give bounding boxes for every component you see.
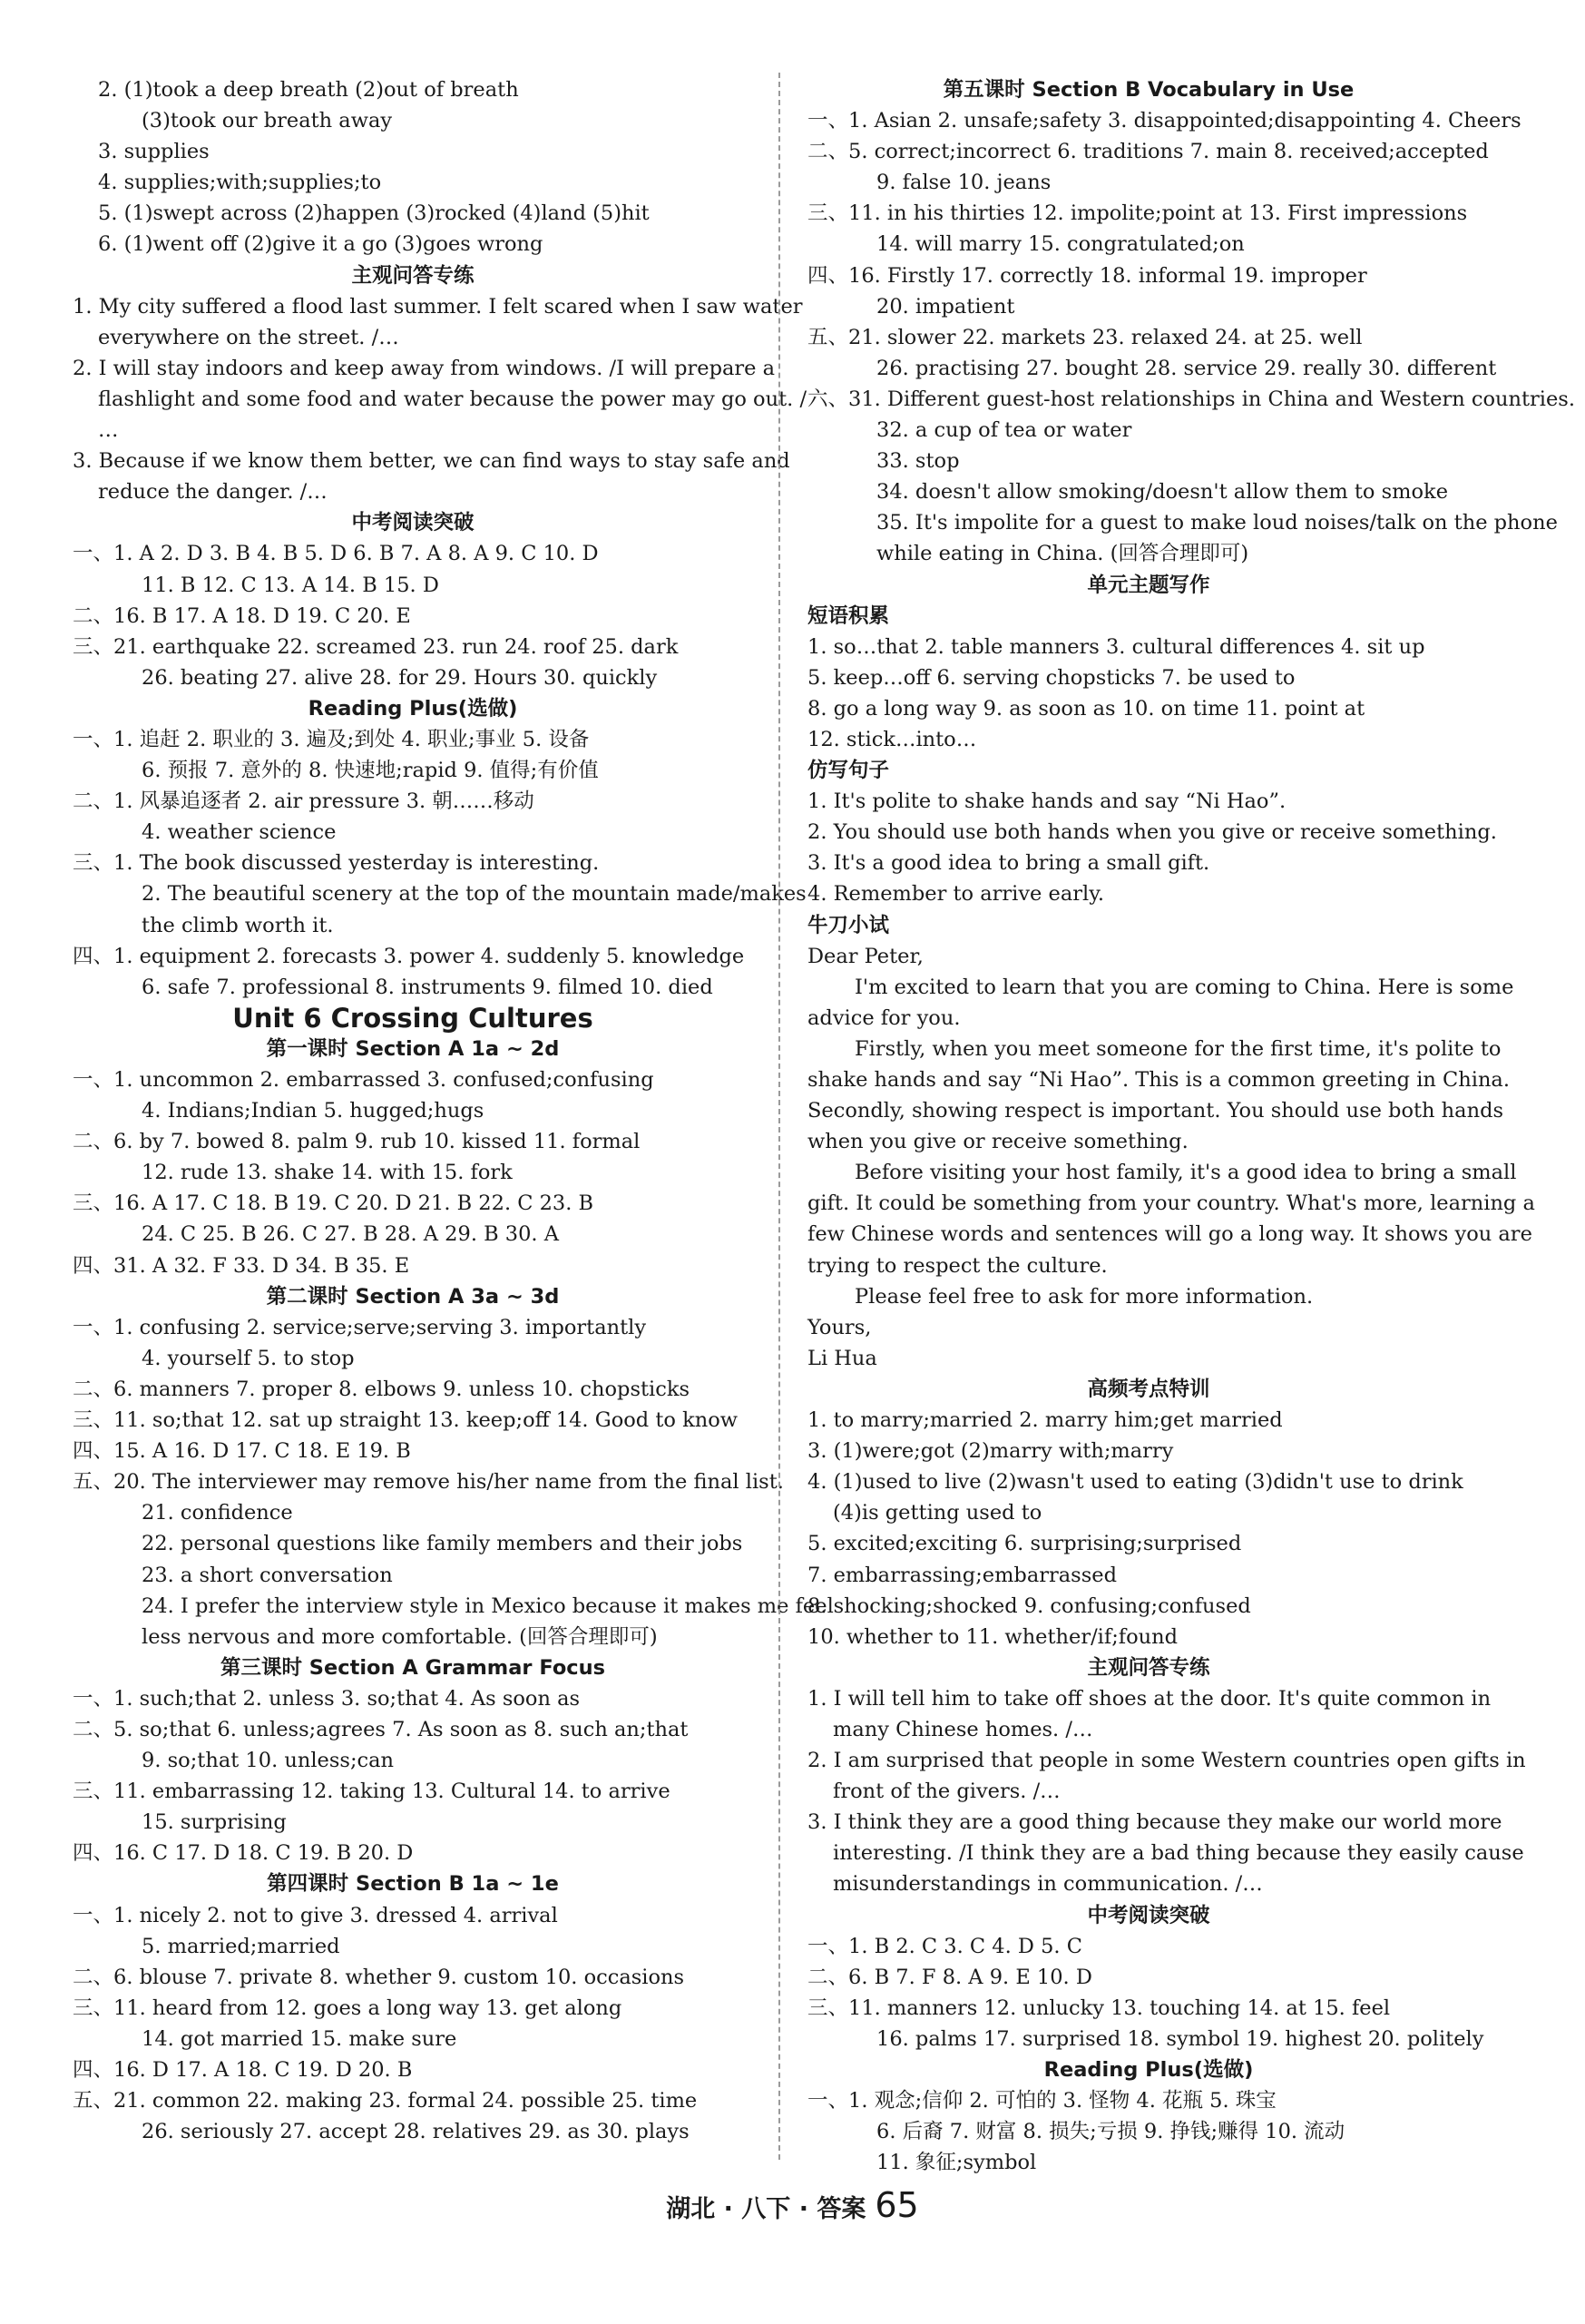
answer-line: 15. surprising bbox=[142, 1810, 287, 1835]
answer-line: 五、21. common 22. making 23. formal 24. possible 25. time bbox=[73, 2089, 698, 2113]
answer-line: 一、1. B 2. C 3. C 4. D 5. C bbox=[807, 1934, 1082, 1958]
answer-line: 二、6. B 7. F 8. A 9. E 10. D bbox=[807, 1965, 1092, 1989]
answer-line: 二、16. B 17. A 18. D 19. C 20. E bbox=[73, 603, 411, 628]
answer-line: 14. will marry 15. congratulated;on bbox=[876, 232, 1245, 257]
answer-line: 四、16. C 17. D 18. C 19. B 20. D bbox=[73, 1841, 414, 1866]
answer-line: 二、5. correct;incorrect 6. traditions 7. main 8. received;accepted bbox=[807, 140, 1489, 164]
answer-line: shake hands and say “Ni Hao”. This is a common greeting in China. bbox=[807, 1068, 1510, 1092]
section-heading: Unit 6 Crossing Cultures bbox=[232, 1002, 593, 1034]
answer-line: 2. I will stay indoors and keep away from windows. /I will prepare a bbox=[73, 356, 776, 380]
footer-label: 湖北 · 八下 · 答案 bbox=[666, 2195, 866, 2223]
answer-line: Li Hua bbox=[807, 1346, 877, 1370]
answer-line: 一、1. A 2. D 3. B 4. B 5. D 6. B 7. A 8. A 9. C 10. D bbox=[73, 542, 599, 566]
answer-line: 3. I think they are a good thing because they make our world more bbox=[807, 1810, 1502, 1835]
answer-line: 4. Remember to arrive early. bbox=[807, 882, 1105, 907]
answer-line: 3. (1)were;got (2)marry with;marry bbox=[807, 1439, 1174, 1464]
section-heading: 第二课时 Section A 3a ~ 3d bbox=[266, 1284, 560, 1309]
answer-line: 二、1. 风暴追逐者 2. air pressure 3. 朝……移动 bbox=[73, 789, 534, 814]
answer-line: 32. a cup of tea or water bbox=[876, 418, 1132, 443]
answer-line: 26. practising 27. bought 28. service 29. really 30. different bbox=[876, 356, 1497, 380]
answer-line: 1. My city suffered a flood last summer. I felt scared when I saw water bbox=[73, 294, 803, 319]
answer-line: front of the givers. /… bbox=[833, 1780, 1061, 1804]
answer-line: Firstly, when you meet someone for the first time, it's polite to bbox=[855, 1036, 1502, 1061]
answer-line: 6. 后裔 7. 财富 8. 损失;亏损 9. 挣钱;赚得 10. 流动 bbox=[876, 2120, 1345, 2144]
answer-line: 5. excited;exciting 6. surprising;surprised bbox=[807, 1532, 1242, 1556]
answer-line: 三、21. earthquake 22. screamed 23. run 24. roof 25. dark bbox=[73, 634, 679, 659]
answer-line: 2. You should use both hands when you give or receive something. bbox=[807, 820, 1497, 845]
answer-line: 4. Indians;Indian 5. hugged;hugs bbox=[142, 1099, 484, 1123]
answer-line: gift. It could be something from your country. What's more, learning a bbox=[807, 1191, 1535, 1216]
answer-line: 2. (1)took a deep breath (2)out of breath bbox=[98, 78, 519, 102]
answer-line: 24. I prefer the interview style in Mexico because it makes me feel bbox=[142, 1593, 834, 1618]
answer-line: when you give or receive something. bbox=[807, 1130, 1189, 1154]
answer-line: 14. got married 15. make sure bbox=[142, 2026, 457, 2051]
answer-line: 1. It's polite to shake hands and say “Ni Hao”. bbox=[807, 789, 1287, 814]
section-heading: 第一课时 Section A 1a ~ 2d bbox=[266, 1036, 560, 1061]
answer-line: 三、11. manners 12. unlucky 13. touching 14. at 15. feel bbox=[807, 1996, 1391, 2020]
answer-line: 二、6. manners 7. proper 8. elbows 9. unless 10. chopsticks bbox=[73, 1377, 690, 1401]
answer-line: 一、1. Asian 2. unsafe;safety 3. disappointed;disappointing 4. Cheers bbox=[807, 109, 1521, 133]
answer-line: Before visiting your host family, it's a good idea to bring a small bbox=[855, 1161, 1517, 1185]
answer-line: 4. yourself 5. to stop bbox=[142, 1346, 355, 1370]
answer-line: 一、1. 追赶 2. 职业的 3. 遍及;到处 4. 职业;事业 5. 设备 bbox=[73, 727, 590, 751]
answer-line: 26. seriously 27. accept 28. relatives 29. as 30. plays bbox=[142, 2120, 690, 2144]
section-heading: 高频考点特训 bbox=[1087, 1377, 1210, 1401]
answer-line: trying to respect the culture. bbox=[807, 1253, 1108, 1278]
answer-line: 10. whether to 11. whether/if;found bbox=[807, 1624, 1179, 1649]
answer-line: 1. so…that 2. table manners 3. cultural differences 4. sit up bbox=[807, 634, 1425, 659]
answer-line: 3. Because if we know them better, we can find ways to stay safe and bbox=[73, 449, 790, 474]
answer-line: 3. supplies bbox=[98, 140, 210, 164]
section-heading: Reading Plus(选做) bbox=[1043, 2058, 1254, 2082]
section-heading: Reading Plus(选做) bbox=[308, 696, 518, 721]
answer-line: 35. It's impolite for a guest to make loud noises/talk on the phone bbox=[876, 511, 1558, 535]
section-heading: 第三课时 Section A Grammar Focus bbox=[220, 1655, 606, 1680]
answer-line: … bbox=[98, 418, 119, 443]
answer-line: 26. beating 27. alive 28. for 29. Hours 30. quickly bbox=[142, 665, 658, 690]
right-column bbox=[807, 74, 1576, 2178]
answer-line: Dear Peter, bbox=[807, 944, 924, 968]
answer-line: 21. confidence bbox=[142, 1501, 293, 1525]
answer-line: 五、20. The interviewer may remove his/her name from the final list. bbox=[73, 1470, 784, 1495]
answer-line: 33. stop bbox=[876, 449, 960, 474]
answer-line: 11. B 12. C 13. A 14. B 15. D bbox=[142, 573, 439, 597]
answer-line: 2. I am surprised that people in some Western countries open gifts in bbox=[807, 1749, 1526, 1773]
answer-line: Please feel free to ask for more information. bbox=[855, 1284, 1314, 1309]
section-heading: 中考阅读突破 bbox=[1087, 1903, 1210, 1927]
answer-line: advice for you. bbox=[807, 1005, 961, 1030]
answer-line: 三、11. so;that 12. sat up straight 13. keep;off 14. Good to know bbox=[73, 1408, 739, 1433]
answer-line: 三、1. The book discussed yesterday is interesting. bbox=[73, 851, 600, 876]
answer-line: I'm excited to learn that you are coming to China. Here is some bbox=[855, 975, 1514, 999]
section-heading: 短语积累 bbox=[807, 603, 890, 628]
answer-line: 23. a short conversation bbox=[142, 1563, 393, 1587]
answer-line: 四、16. Firstly 17. correctly 18. informal 19. improper bbox=[807, 263, 1367, 288]
answer-line: 一、1. such;that 2. unless 3. so;that 4. As soon as bbox=[73, 1686, 581, 1711]
answer-line: 六、31. Different guest-host relationships in China and Western countries. bbox=[807, 387, 1576, 411]
answer-line: few Chinese words and sentences will go a long way. It shows you are bbox=[807, 1222, 1532, 1247]
answer-line: 8. shocking;shocked 9. confusing;confused bbox=[807, 1593, 1251, 1618]
answer-line: 22. personal questions like family members and their jobs bbox=[142, 1532, 743, 1556]
answer-line: 12. rude 13. shake 14. with 15. fork bbox=[142, 1161, 513, 1185]
answer-line: 11. 象征;symbol bbox=[876, 2151, 1037, 2175]
answer-line: 一、1. uncommon 2. embarrassed 3. confused;confusing bbox=[73, 1068, 654, 1092]
answer-line: many Chinese homes. /… bbox=[833, 1717, 1093, 1741]
answer-line: the climb worth it. bbox=[142, 913, 334, 937]
answer-line: 5. keep…off 6. serving chopsticks 7. be used to bbox=[807, 665, 1296, 690]
answer-line: 8. go a long way 9. as soon as 10. on time 11. point at bbox=[807, 696, 1365, 721]
answer-line: interesting. /I think they are a bad thing because they easily cause bbox=[833, 1841, 1524, 1866]
answer-line: 20. impatient bbox=[876, 294, 1015, 319]
answer-line: 四、31. A 32. F 33. D 34. B 35. E bbox=[73, 1253, 410, 1278]
left-column bbox=[73, 74, 834, 2147]
answer-line: reduce the danger. /… bbox=[98, 480, 328, 505]
answer-line: everywhere on the street. /… bbox=[98, 325, 399, 349]
answer-line: 9. so;that 10. unless;can bbox=[142, 1749, 395, 1773]
answer-line: 4. weather science bbox=[142, 820, 337, 845]
section-heading: 仿写句子 bbox=[807, 759, 890, 783]
answer-line: less nervous and more comfortable. (回答合理即可) bbox=[142, 1624, 658, 1649]
answer-line: 1. I will tell him to take off shoes at the door. It's quite common in bbox=[807, 1686, 1492, 1711]
answer-line: 7. embarrassing;embarrassed bbox=[807, 1563, 1117, 1587]
section-heading: 主观问答专练 bbox=[1087, 1655, 1210, 1680]
answer-line: while eating in China. (回答合理即可) bbox=[876, 542, 1249, 566]
section-heading: 主观问答专练 bbox=[351, 263, 475, 288]
answer-line: 二、6. blouse 7. private 8. whether 9. custom 10. occasions bbox=[73, 1965, 685, 1989]
answer-line: 一、1. confusing 2. service;serve;serving 3. importantly bbox=[73, 1315, 647, 1339]
answer-line: 4. (1)used to live (2)wasn't used to eating (3)didn't use to drink bbox=[807, 1470, 1463, 1495]
answer-line: (3)took our breath away bbox=[142, 109, 393, 133]
answer-line: 24. C 25. B 26. C 27. B 28. A 29. B 30. A bbox=[142, 1222, 559, 1247]
page-number: 65 bbox=[875, 2185, 919, 2225]
answer-line: 1. to marry;married 2. marry him;get married bbox=[807, 1408, 1283, 1433]
answer-line: 四、15. A 16. D 17. C 18. E 19. B bbox=[73, 1439, 411, 1464]
section-heading: 第五课时 Section B Vocabulary in Use bbox=[943, 78, 1355, 102]
answer-line: 5. married;married bbox=[142, 1934, 340, 1958]
answer-line: misunderstandings in communication. /… bbox=[833, 1872, 1263, 1897]
answer-line: 5. (1)swept across (2)happen (3)rocked (4)land (5)hit bbox=[98, 201, 650, 226]
answer-line: Secondly, showing respect is important. You should use both hands bbox=[807, 1099, 1504, 1123]
answer-line: 3. It's a good idea to bring a small gift. bbox=[807, 851, 1210, 876]
section-heading: 第四课时 Section B 1a ~ 1e bbox=[267, 1872, 559, 1897]
answer-line: 12. stick…into… bbox=[807, 727, 977, 751]
answer-line: 一、1. 观念;信仰 2. 可怕的 3. 怪物 4. 花瓶 5. 珠宝 bbox=[807, 2089, 1277, 2113]
page-footer bbox=[0, 2185, 1585, 2225]
answer-line: (4)is getting used to bbox=[833, 1501, 1042, 1525]
section-heading: 中考阅读突破 bbox=[351, 511, 475, 535]
answer-line: 16. palms 17. surprised 18. symbol 19. highest 20. politely bbox=[876, 2026, 1484, 2051]
answer-line: 34. doesn't allow smoking/doesn't allow them to smoke bbox=[876, 480, 1449, 505]
answer-line: 6. safe 7. professional 8. instruments 9. filmed 10. died bbox=[142, 975, 713, 999]
section-heading: 单元主题写作 bbox=[1087, 573, 1210, 597]
answer-line: 三、11. embarrassing 12. taking 13. Cultural 14. to arrive bbox=[73, 1780, 670, 1804]
answer-line: 二、6. by 7. bowed 8. palm 9. rub 10. kissed 11. formal bbox=[73, 1130, 641, 1154]
section-heading: 牛刀小试 bbox=[807, 913, 890, 937]
answer-line: 四、16. D 17. A 18. C 19. D 20. B bbox=[73, 2058, 413, 2082]
answer-line: 五、21. slower 22. markets 23. relaxed 24. at 25. well bbox=[807, 325, 1363, 349]
answer-line: 6. 预报 7. 意外的 8. 快速地;rapid 9. 值得;有价值 bbox=[142, 759, 599, 783]
answer-line: 三、11. heard from 12. goes a long way 13. get along bbox=[73, 1996, 622, 2020]
answer-line: 2. The beautiful scenery at the top of the mountain made/makes bbox=[142, 882, 807, 907]
answer-line: 9. false 10. jeans bbox=[876, 171, 1052, 195]
answer-line: Yours, bbox=[807, 1315, 872, 1339]
answer-line: 三、16. A 17. C 18. B 19. C 20. D 21. B 22. C 23. B bbox=[73, 1191, 594, 1216]
answer-line: 一、1. nicely 2. not to give 3. dressed 4. arrival bbox=[73, 1903, 558, 1927]
answer-line: 三、11. in his thirties 12. impolite;point at 13. First impressions bbox=[807, 201, 1468, 226]
answer-line: 6. (1)went off (2)give it a go (3)goes wrong bbox=[98, 232, 543, 257]
column-divider bbox=[778, 73, 780, 2160]
answer-line: flashlight and some food and water because the power may go out. / bbox=[98, 387, 807, 411]
answer-line: 4. supplies;with;supplies;to bbox=[98, 171, 382, 195]
answer-line: 二、5. so;that 6. unless;agrees 7. As soon as 8. such an;that bbox=[73, 1717, 689, 1741]
answer-line: 四、1. equipment 2. forecasts 3. power 4. suddenly 5. knowledge bbox=[73, 944, 745, 968]
